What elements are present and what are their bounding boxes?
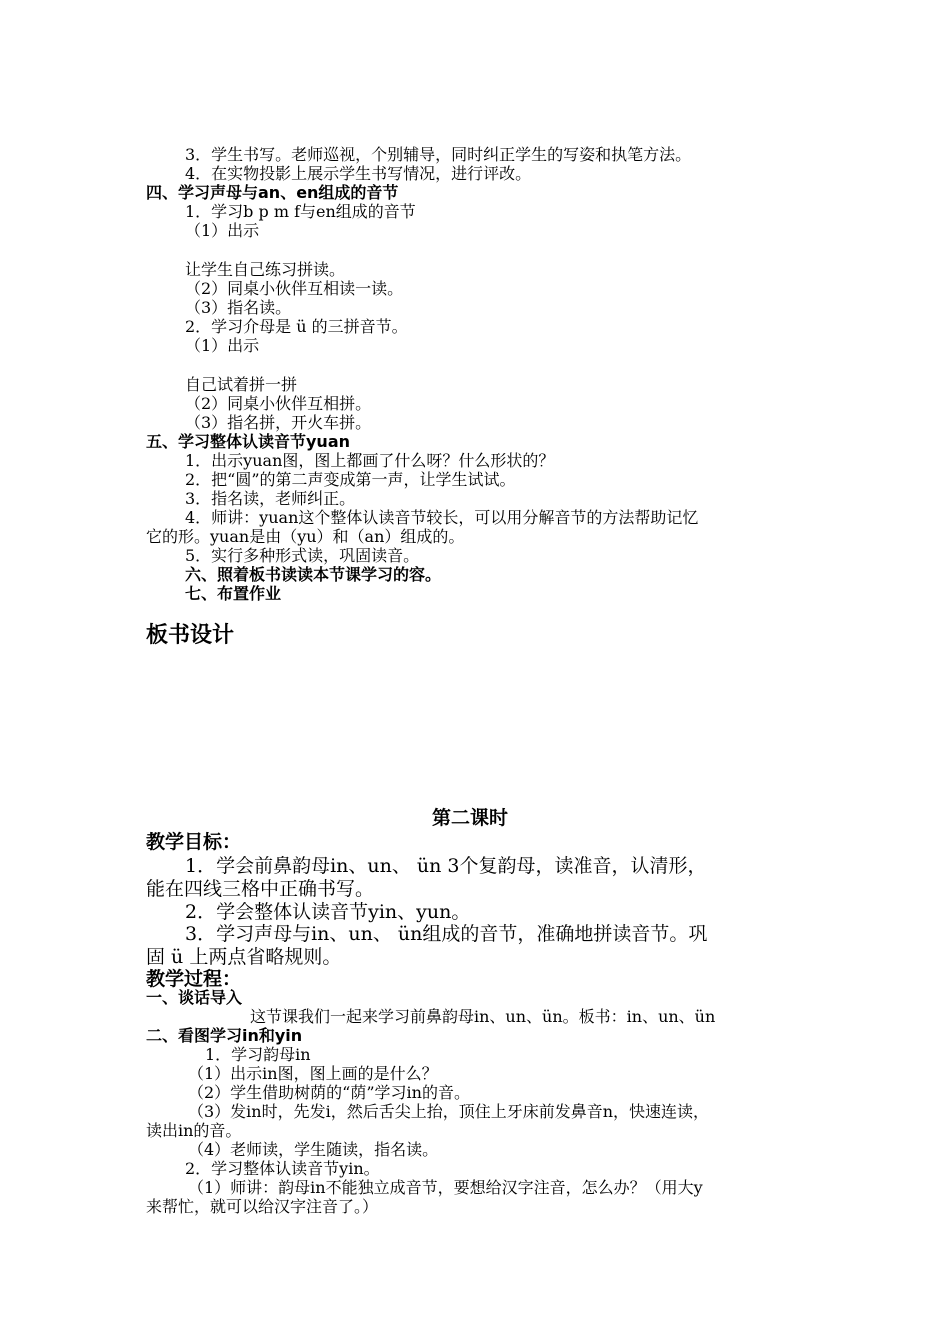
board-design-heading: 板书设计 (146, 623, 235, 648)
text-line: （3）发in时，先发i，然后舌尖上抬，顶住上牙床前发鼻音n，快速连读， (188, 1102, 710, 1121)
section-heading: 六、照着板书读读本节课学习的容。 (185, 565, 442, 584)
text-line: （1）师讲：韵母in不能独立成音节，要想给汉字注音，怎么办？（用大y (188, 1178, 703, 1197)
text-line: 3．学生书写。老师巡视，个别辅导，同时纠正学生的写姿和执笔方法。 (185, 145, 692, 164)
text-line: （1）出示in图，图上画的是什么？ (188, 1064, 438, 1083)
text-line: 来帮忙，就可以给汉字注音了。） (146, 1197, 379, 1216)
text-line: 2．学习介母是 ü 的三拼音节。 (185, 317, 408, 336)
text-line: 4．师讲：yuan这个整体认读音节较长，可以用分解音节的方法帮助记忆 (185, 508, 699, 527)
text-line: 1．学习韵母in (205, 1045, 311, 1064)
text-line: 1．学习b p m f与en组成的音节 (185, 202, 416, 221)
text-line: 固 ü 上两点省略规则。 (146, 946, 342, 968)
text-line: （3）指名拼，开火车拼。 (185, 413, 372, 432)
text-line: （2）同桌小伙伴互相读一读。 (185, 279, 404, 298)
text-line: 4．在实物投影上展示学生书写情况，进行评改。 (185, 164, 532, 183)
text-line: 3．指名读，老师纠正。 (185, 489, 356, 508)
text-line: 自己试着拼一拼 (185, 375, 298, 394)
text-line: 2．学会整体认读音节yin、yun。 (185, 901, 471, 923)
text-line: （2）学生借助树荫的“荫”学习in的音。 (188, 1083, 470, 1102)
text-line: 3．学习声母与in、un、 ün组成的音节，准确地拼读音节。巩 (185, 923, 708, 945)
section-heading: 五、学习整体认读音节yuan (146, 432, 351, 451)
text-line: （3）指名读。 (185, 298, 292, 317)
lesson-title: 第二课时 (432, 807, 509, 829)
section-heading: 四、学习声母与an、en组成的音节 (146, 183, 399, 202)
text-line: （1）出示 (185, 336, 260, 355)
section-heading: 教学目标： (146, 831, 242, 853)
text-line: 1．学会前鼻韵母in、un、 ün 3个复韵母，读准音，认清形， (185, 855, 707, 877)
section-heading: 一、谈话导入 (146, 988, 243, 1007)
text-line: 读出in的音。 (146, 1121, 242, 1140)
text-line: 它的形。yuan是由（yu）和（an）组成的。 (146, 527, 465, 546)
text-line: （1）出示 (185, 221, 260, 240)
text-line: （4）老师读，学生随读，指名读。 (188, 1140, 439, 1159)
text-line: （2）同桌小伙伴互相拼。 (185, 394, 372, 413)
section-heading: 教学过程： (146, 968, 242, 990)
text-line: 2．学习整体认读音节yin。 (185, 1159, 380, 1178)
text-line: 让学生自己练习拼读。 (185, 260, 346, 279)
text-line: 这节课我们一起来学习前鼻韵母in、un、ün。板书：in、un、ün (250, 1007, 716, 1026)
text-line: 能在四线三格中正确书写。 (146, 878, 375, 900)
text-line: 2．把“圆”的第二声变成第一声，让学生试试。 (185, 470, 516, 489)
text-line: 5．实行多种形式读，巩固读音。 (185, 546, 420, 565)
text-line: 1．出示yuan图，图上都画了什么呀？什么形状的？ (185, 451, 555, 470)
section-heading: 七、布置作业 (185, 584, 282, 603)
section-heading: 二、看图学习in和yin (146, 1026, 303, 1045)
